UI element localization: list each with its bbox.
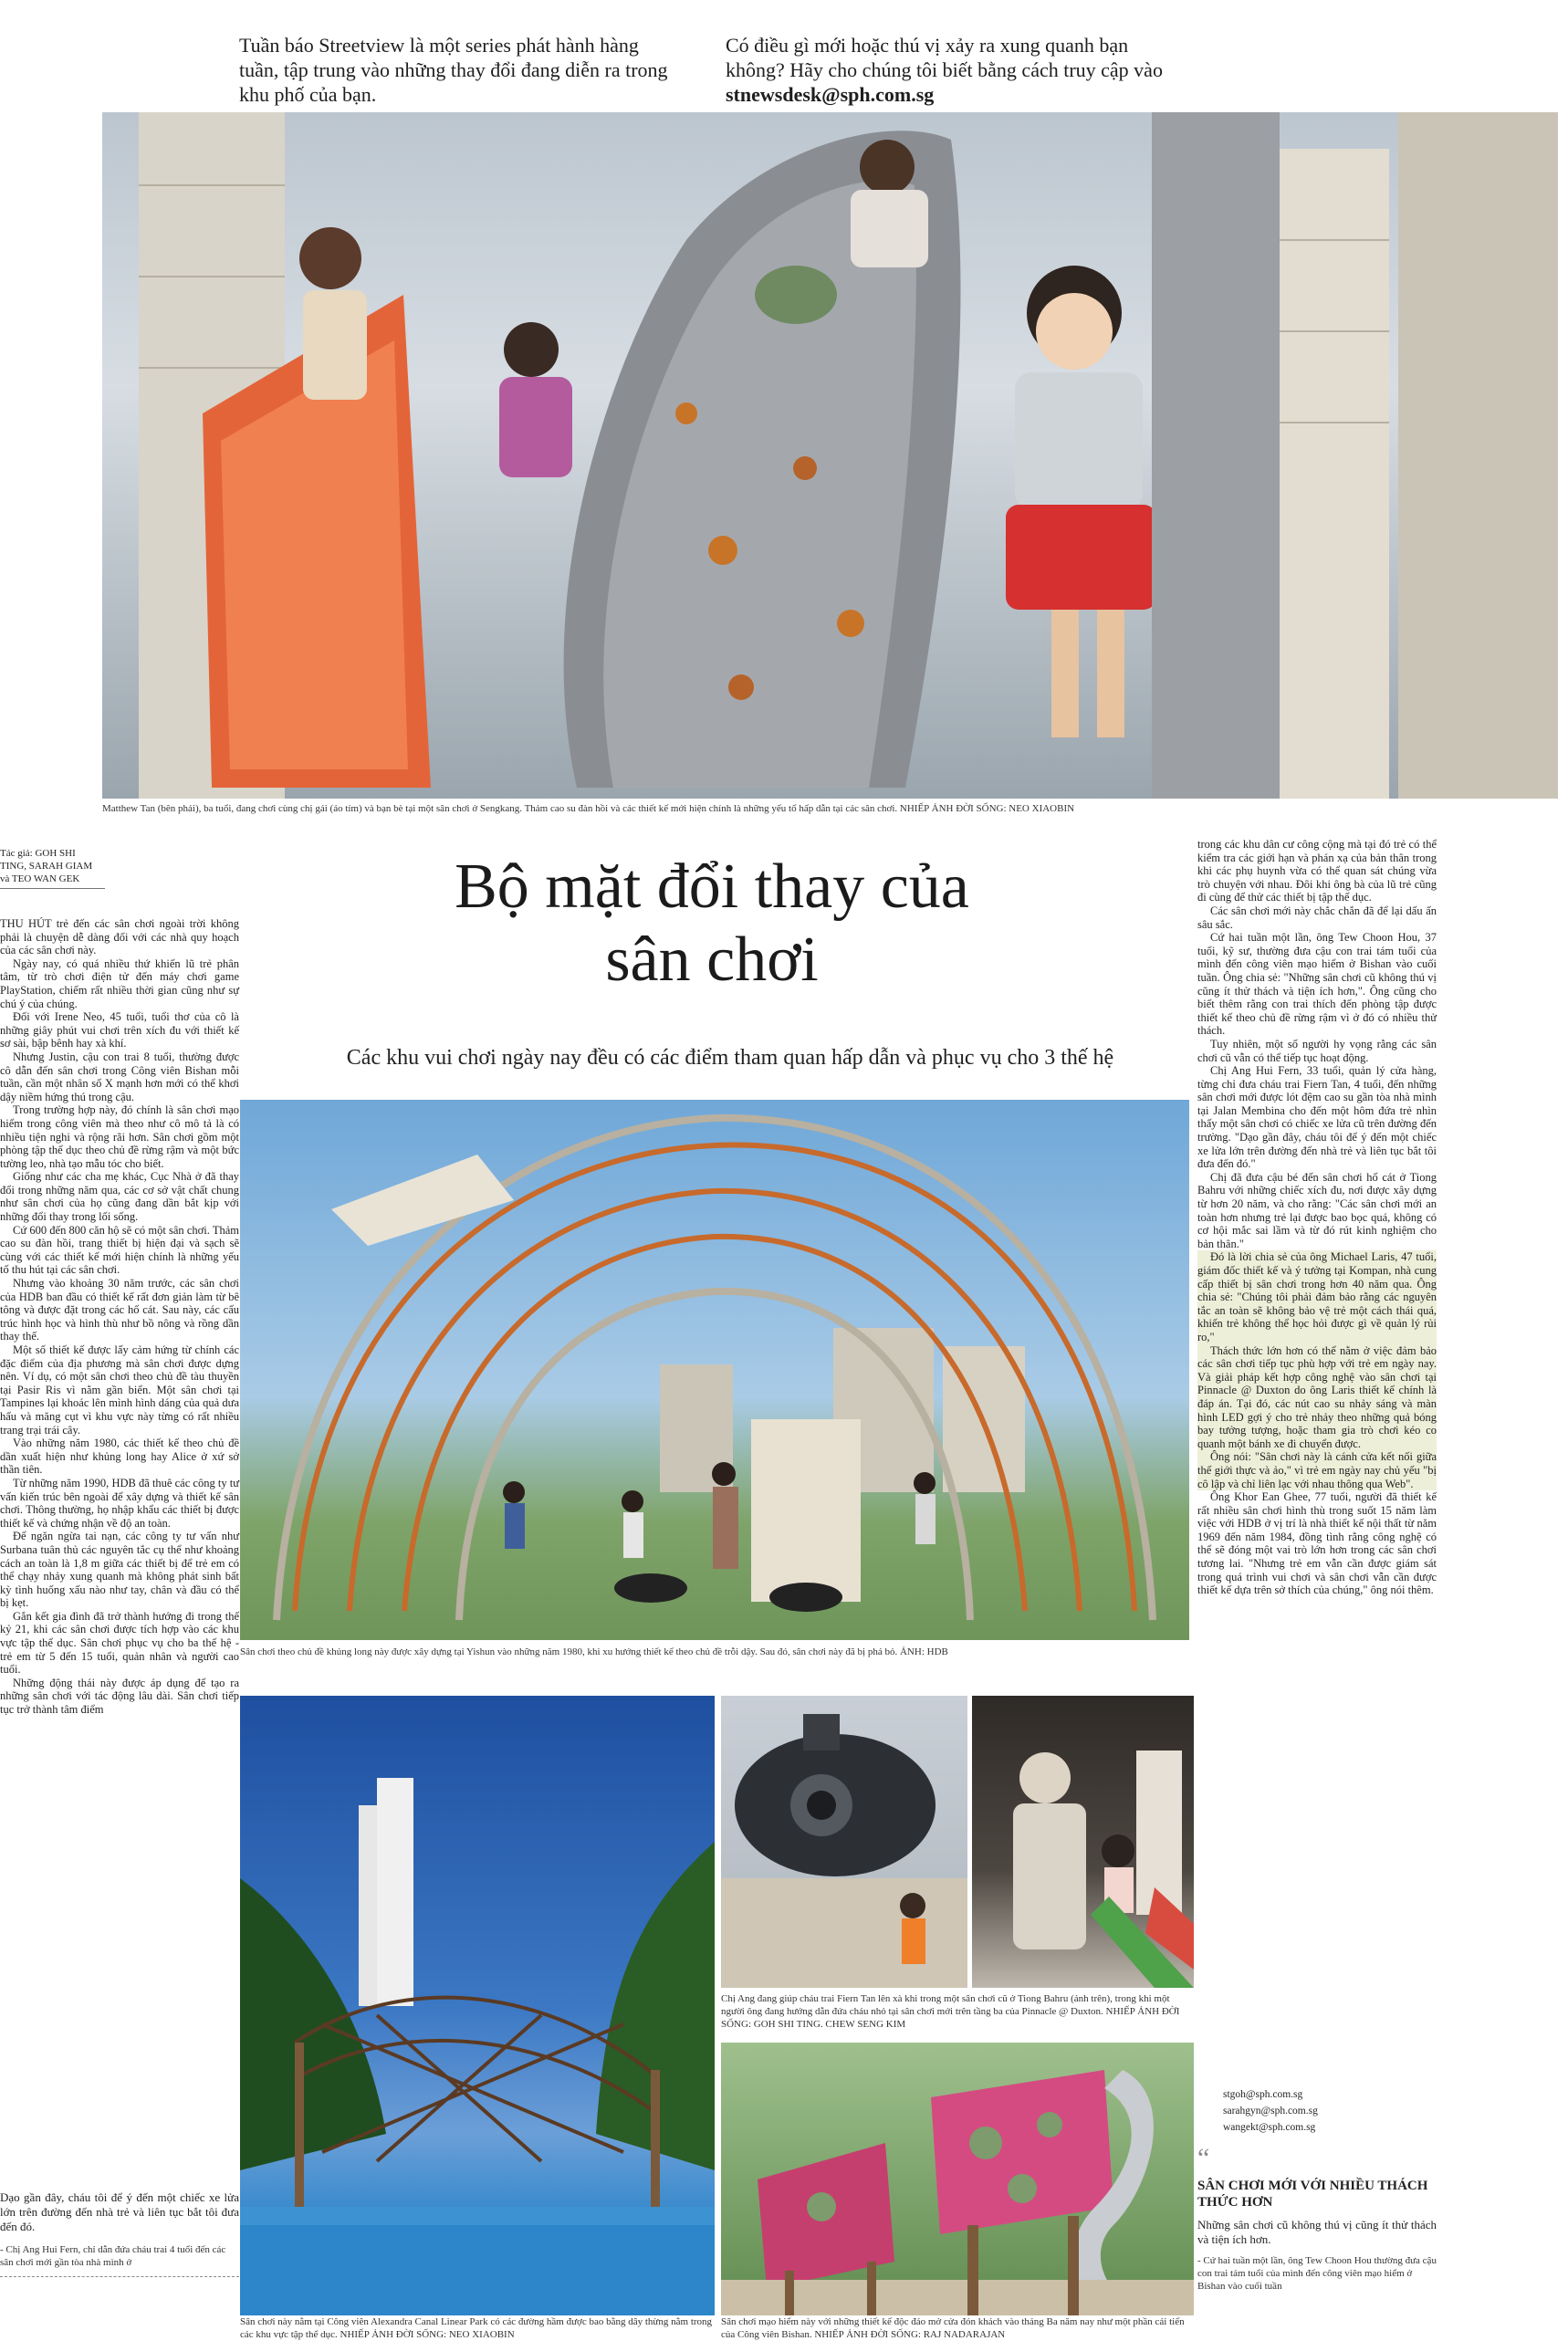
left-para-11: Từ những năm 1990, HDB đã thuê các công ty tư vấn kiến trúc bên ngoài để xây dựng và thiết kế sân chơi. Thông thường, họ nhập khẩu các thiết bị được thiết kế và chứng nhận về độ an toàn.: [0, 1476, 239, 1530]
left-para-2: Ngày nay, có quá nhiều thứ khiến lũ trẻ phân tâm, từ trò chơi điện tử đến máy chơi game PlayStation, chiếm rất nhiều thời gian cũng như sự chú ý của chúng.: [0, 956, 239, 1010]
contact-note-text: Có điều gì mới hoặc thú vị xảy ra xung quanh bạn không? Hãy cho chúng tôi biết bằng cách truy cập vào: [726, 34, 1163, 81]
sidebar-box: [1197, 2143, 1437, 2293]
contact-email-link[interactable]: stnewsdesk@sph.com.sg: [726, 83, 935, 106]
author-emails: [1223, 2086, 1406, 2136]
left-para-12: Để ngăn ngừa tai nạn, các công ty tư vấn như Surbana tuân thủ các nguyên tắc cụ thể như khoảng cách an toàn là 1,8 m giữa các thiết bị để trẻ em có thể chạy nhảy xung quanh mà không phát sinh bất kỳ tình huống xấu nào như tay, chân và đầu có thể bị kẹt.: [0, 1530, 239, 1610]
sidebar-box-title: SÂN CHƠI MỚI VỚI NHIỀU THÁCH THỨC HƠN: [1197, 2179, 1428, 2210]
byline-line-3: và TEO WAN GEK: [0, 873, 80, 884]
hero-photo-caption: Matthew Tan (bên phải), ba tuổi, đang chơi cùng chị gái (áo tím) và bạn bè tại một sân chơi ở Sengkang. Thảm cao su đàn hồi và các thiết kế mới hiện chính là những yếu tố hấp dẫn tại các sân chơi. NHIẾP ẢNH ĐỜI SỐNG: NEO XIAOBIN: [102, 803, 1075, 814]
pull-quote-attribution: - Chị Ang Hui Fern, chỉ dẫn đứa cháu trai 4 tuổi đến các sân chơi mới gần tòa nhà mình ở: [0, 2244, 226, 2268]
email-link[interactable]: wangekt@sph.com.sg: [1223, 2122, 1316, 2133]
dashed-divider: [0, 2276, 239, 2277]
right-para-10: Ông Khor Ean Ghee, 77 tuổi, người đã thiết kế rất nhiều sân chơi hình thù trong suốt 15 năm làm việc với HDB ở vị trí là nhà thiết kế nội thất từ năm 1969 đến năm 1984, đồng tình rằng công nghệ có thể sẽ đóng một vai trò lớn hơn trong các sân chơi tương lai. "Nhưng trẻ em vẫn cần được giám sát trong quá trình vui chơi và sân chơi vẫn cần được thiết kế dựa trên sở thích của chúng," ông nói thêm.: [1197, 1490, 1437, 1597]
rope-photo-caption: Sân chơi này nằm tại Công viên Alexandra Canal Linear Park có các đường hầm được bao bằng dây thừng nằm trong các khu vực tập thể dục. NHIẾP ẢNH ĐỜI SỐNG: NEO XIAOBIN: [240, 2315, 715, 2341]
headline-line-1: Bộ mặt đổi thay của: [455, 852, 969, 922]
pink-photo-caption: Sân chơi mạo hiểm này với những thiết kế độc đáo mở cửa đón khách vào tháng Ba năm nay như một phần cải tiến của Công viên Bishan. NHIẾP ẢNH ĐỜI SỐNG: RAJ NADARAJAN: [721, 2315, 1196, 2341]
left-para-13: Gắn kết gia đình đã trở thành hướng đi trong thế kỷ 21, khi các sân chơi được tích hợp vào các khu vực tập thể dục. Sân chơi phục vụ cho ba thế hệ - trẻ em từ 5 đến 15 tuổi, quản nhân và người cao tuổi.: [0, 1609, 239, 1677]
quote-mark-icon: “: [1197, 2143, 1210, 2173]
right-para-3: Cứ hai tuần một lần, ông Tew Choon Hou, 37 tuổi, kỹ sư, thường đưa cậu con trai tám tuổi của mình đến công viên mạo hiểm ở Bishan vào cuối tuần. Ông chia sẻ: "Những sân chơi cũ không thú vị cũng ít thử thách và tiện ích hơn,". Ông cũng cho biết thêm rằng con trai thích đến phòng tập được thiết kế theo chủ đề rừng rậm vì ở đó có nhiều thử thách.: [1197, 931, 1437, 1038]
contact-note: [726, 33, 1164, 107]
pull-quote-left: [0, 2190, 239, 2277]
article-right-column: [1197, 838, 1437, 1597]
left-para-4: Nhưng Justin, cậu con trai 8 tuổi, thường được cô dẫn đến sân chơi trong Công viên Bishan mỗi tuần, cần một nhân số X mạnh hơn mới có thể khơi dậy niềm hứng thú trong cậu.: [0, 1050, 239, 1103]
right-para-6: Chị đã đưa cậu bé đến sân chơi hố cát ở Tiong Bahru với những chiếc xích đu, nơi được xây dựng từ hơn 20 năm, và cho rằng: "Các sân chơi mới an toàn hơn nhưng trẻ lại được bao bọc quá, không có cơ hội mắc sai lầm và từ đó rút kinh nghiệm cho bản thân.": [1197, 1170, 1437, 1250]
left-para-1: THU HÚT trẻ đến các sân chơi ngoài trời không phải là chuyện dễ dàng đối với các nhà quy hoạch của các sân chơi này.: [0, 917, 239, 957]
train-playground-photo: [721, 1696, 967, 1988]
subheadline: Các khu vui chơi ngày nay đều có các điểm tham quan hấp dẫn và phục vụ cho 3 thế hệ: [346, 1046, 1114, 1070]
pinnacle-playground-photo: [972, 1696, 1194, 1988]
right-para-5: Chị Ang Hui Fern, 33 tuổi, quản lý cửa hàng, từng chỉ đưa cháu trai Fiern Tan, 4 tuổi, đến những sân chơi mới được lót đệm cao su gần tòa nhà mình tại Jalan Membina cho đến một hôm đứa trẻ nhìn thấy một sân chơi có chiếc xe lửa cũ trên đường đến trường. "Dạo gần đây, cháu tôi để ý đến một chiếc xe lửa lớn trên đường đến nhà trẻ và liên tục bắt tôi đưa đến đó.": [1197, 1064, 1437, 1171]
email-link[interactable]: stgoh@sph.com.sg: [1223, 2089, 1303, 2100]
right-para-2: Các sân chơi mới này chắc chắn đã để lại dấu ấn sâu sắc.: [1197, 904, 1437, 931]
dragon-playground-photo: [240, 1100, 1189, 1640]
train-photo-caption: Chị Ang đang giúp cháu trai Fiern Tan lên xà khi trong một sân chơi cũ ở Tiong Bahru (ảnh trên), trong khi một người ông đang hướng dẫn đứa cháu nhỏ tại sân chơi mới trên tầng ba của Pinnacle @ Duxton. NHIẾP ẢNH ĐỜI SỐNG: GOH SHI TING. CHEW SENG KIM: [721, 1993, 1180, 2030]
intro-note: Tuần báo Streetview là một series phát hành hàng tuần, tập trung vào những thay đổi đang diễn ra trong khu phố của bạn.: [239, 34, 668, 106]
pull-quote-text: Dạo gần đây, cháu tôi để ý đến một chiếc xe lửa lớn trên đường đến nhà trẻ và liên tục bắt tôi đưa đến đó.: [0, 2190, 239, 2233]
left-para-5: Trong trường hợp này, đó chính là sân chơi mạo hiểm trong công viên mà theo như cô mô tả là có nhiều tiện nghi và rộng rãi hơn. Sân chơi gồm một phòng tập thể dục theo chủ đề rừng rậm và một bức tường leo, nhà tạo mẫu tóc cho biết.: [0, 1103, 239, 1170]
headline: [274, 851, 1150, 997]
right-para-8: Thách thức lớn hơn có thể nằm ở việc đảm bảo các sân chơi tiếp tục phù hợp với trẻ em ngày nay. Và giải pháp kết hợp công nghệ vào sân chơi tại Pinnacle @ Duxton do ông Laris thiết kế chính là đáp án. Tại đó, các nút cao su nhảy sáng và màn hình LED gợi ý cho trẻ nhảy theo những quả bóng bay tưởng tượng, hoặc tham gia trò chơi kéo co quanh một bánh xe đi chuyển được.: [1197, 1343, 1437, 1450]
right-para-4: Tuy nhiên, một số người hy vọng rằng các sân chơi cũ vẫn có thể tiếp tục hoạt động.: [1197, 1037, 1437, 1064]
email-link[interactable]: sarahgyn@sph.com.sg: [1223, 2106, 1318, 2116]
left-para-6: Giống như các cha mẹ khác, Cục Nhà ở đã thay đổi trong những năm qua, các cơ sở vật chất chung như sân chơi của họ cũng đang dần bắt kịp với những đổi thay trong lối sống.: [0, 1170, 239, 1224]
left-para-8: Nhưng vào khoảng 30 năm trước, các sân chơi của HDB ban đầu có thiết kế rất đơn giản làm từ bê tông và được đặt trong các hố cát. Sau này, các cấu trúc hình học và hình thù như bồ nông và rồng dần thay thế.: [0, 1277, 239, 1343]
right-para-7: Đó là lời chia sẻ của ông Michael Laris, 47 tuổi, giám đốc thiết kế và ý tưởng tại Kompan, nhà cung cấp thiết bị sân chơi trong hơn 40 năm qua. Ông chia sẻ: "Chúng tôi phải đảm bảo rằng các nguyên tắc an toàn sẽ không bảo vệ trẻ một cách thái quá, khiến trẻ không thể học hỏi được gì về quản lý rủi ro,": [1197, 1250, 1437, 1343]
pink-structure-photo: [721, 2043, 1194, 2322]
left-para-14: Những động thái này được áp dụng để tạo ra những sân chơi với tác động lâu dài. Sân chơi tiếp tục trở thành tâm điểm: [0, 1676, 239, 1717]
left-para-3: Đối với Irene Neo, 45 tuổi, tuổi thơ của cô là những giây phút vui chơi trên xích đu với thiết kế sơ sài, bập bênh hay xà khí.: [0, 1010, 239, 1050]
left-para-9: Một số thiết kế được lấy cảm hứng từ chính các đặc điểm của địa phương mà sân chơi được dựng nên. Ví dụ, có một sân chơi theo chủ đề tàu thuyền tại Pasir Ris vì nằm gần biển. Một sân chơi tại Tampines lại khoác lên mình hình dáng của quả dưa hấu và măng cụt vì khu vực này từng có rất nhiều trang trại trái cây.: [0, 1343, 239, 1437]
byline: [0, 847, 105, 889]
left-para-7: Cứ 600 đến 800 căn hộ sẽ có một sân chơi. Thảm cao su đàn hồi, trang thiết bị hiện đại và sạch sẽ cùng với các thiết kế mới hiện chính là những yếu tố thu hút tại các sân chơi.: [0, 1223, 239, 1277]
dragon-photo-caption: Sân chơi theo chủ đề khủng long này được xây dựng tại Yishun vào những năm 1980, khi xu hướng thiết kế theo chủ đề trỗi dậy. Sau đó, sân chơi này đã bị phá bỏ. ẢNH: HDB: [240, 1646, 948, 1657]
byline-line-1: Tác giả: GOH SHI: [0, 848, 76, 859]
rope-tunnel-photo: [240, 1696, 715, 2321]
byline-line-2: TING, SARAH GIAM: [0, 861, 93, 872]
left-para-10: Vào những năm 1980, các thiết kế theo chủ đề dần xuất hiện như khủng long hay Alice ở xứ sở thần tiên.: [0, 1437, 239, 1477]
headline-line-2: sân chơi: [605, 925, 819, 995]
sidebar-box-attribution: - Cứ hai tuần một lần, ông Tew Choon Hou thường đưa cậu con trai tám tuổi của mình đến công viên mạo hiểm ở Bishan vào cuối tuần: [1197, 2255, 1437, 2292]
right-para-9: Ông nói: "Sân chơi này là cánh cửa kết nối giữa thế giới thực và ảo," vì trẻ em ngày nay chủ yếu "bị cô lập và chỉ liên lạc với nhau thông qua Web".: [1197, 1450, 1437, 1490]
hero-photo: [102, 112, 1558, 799]
sidebar-box-text: Những sân chơi cũ không thú vị cũng ít thử thách và tiện ích hơn.: [1197, 2218, 1437, 2246]
right-para-1: trong các khu dân cư công cộng mà tại đó trẻ có thể kiểm tra các giới hạn và phán xạ của bản thân trong khi các phụ huynh vừa có thể quan sát chúng vừa trò chuyện với nhau. Đôi khi ông bà của lũ trẻ cũng đi cùng để thử các thiết bị tập thể dục.: [1197, 838, 1437, 904]
article-left-column: [0, 917, 239, 1717]
